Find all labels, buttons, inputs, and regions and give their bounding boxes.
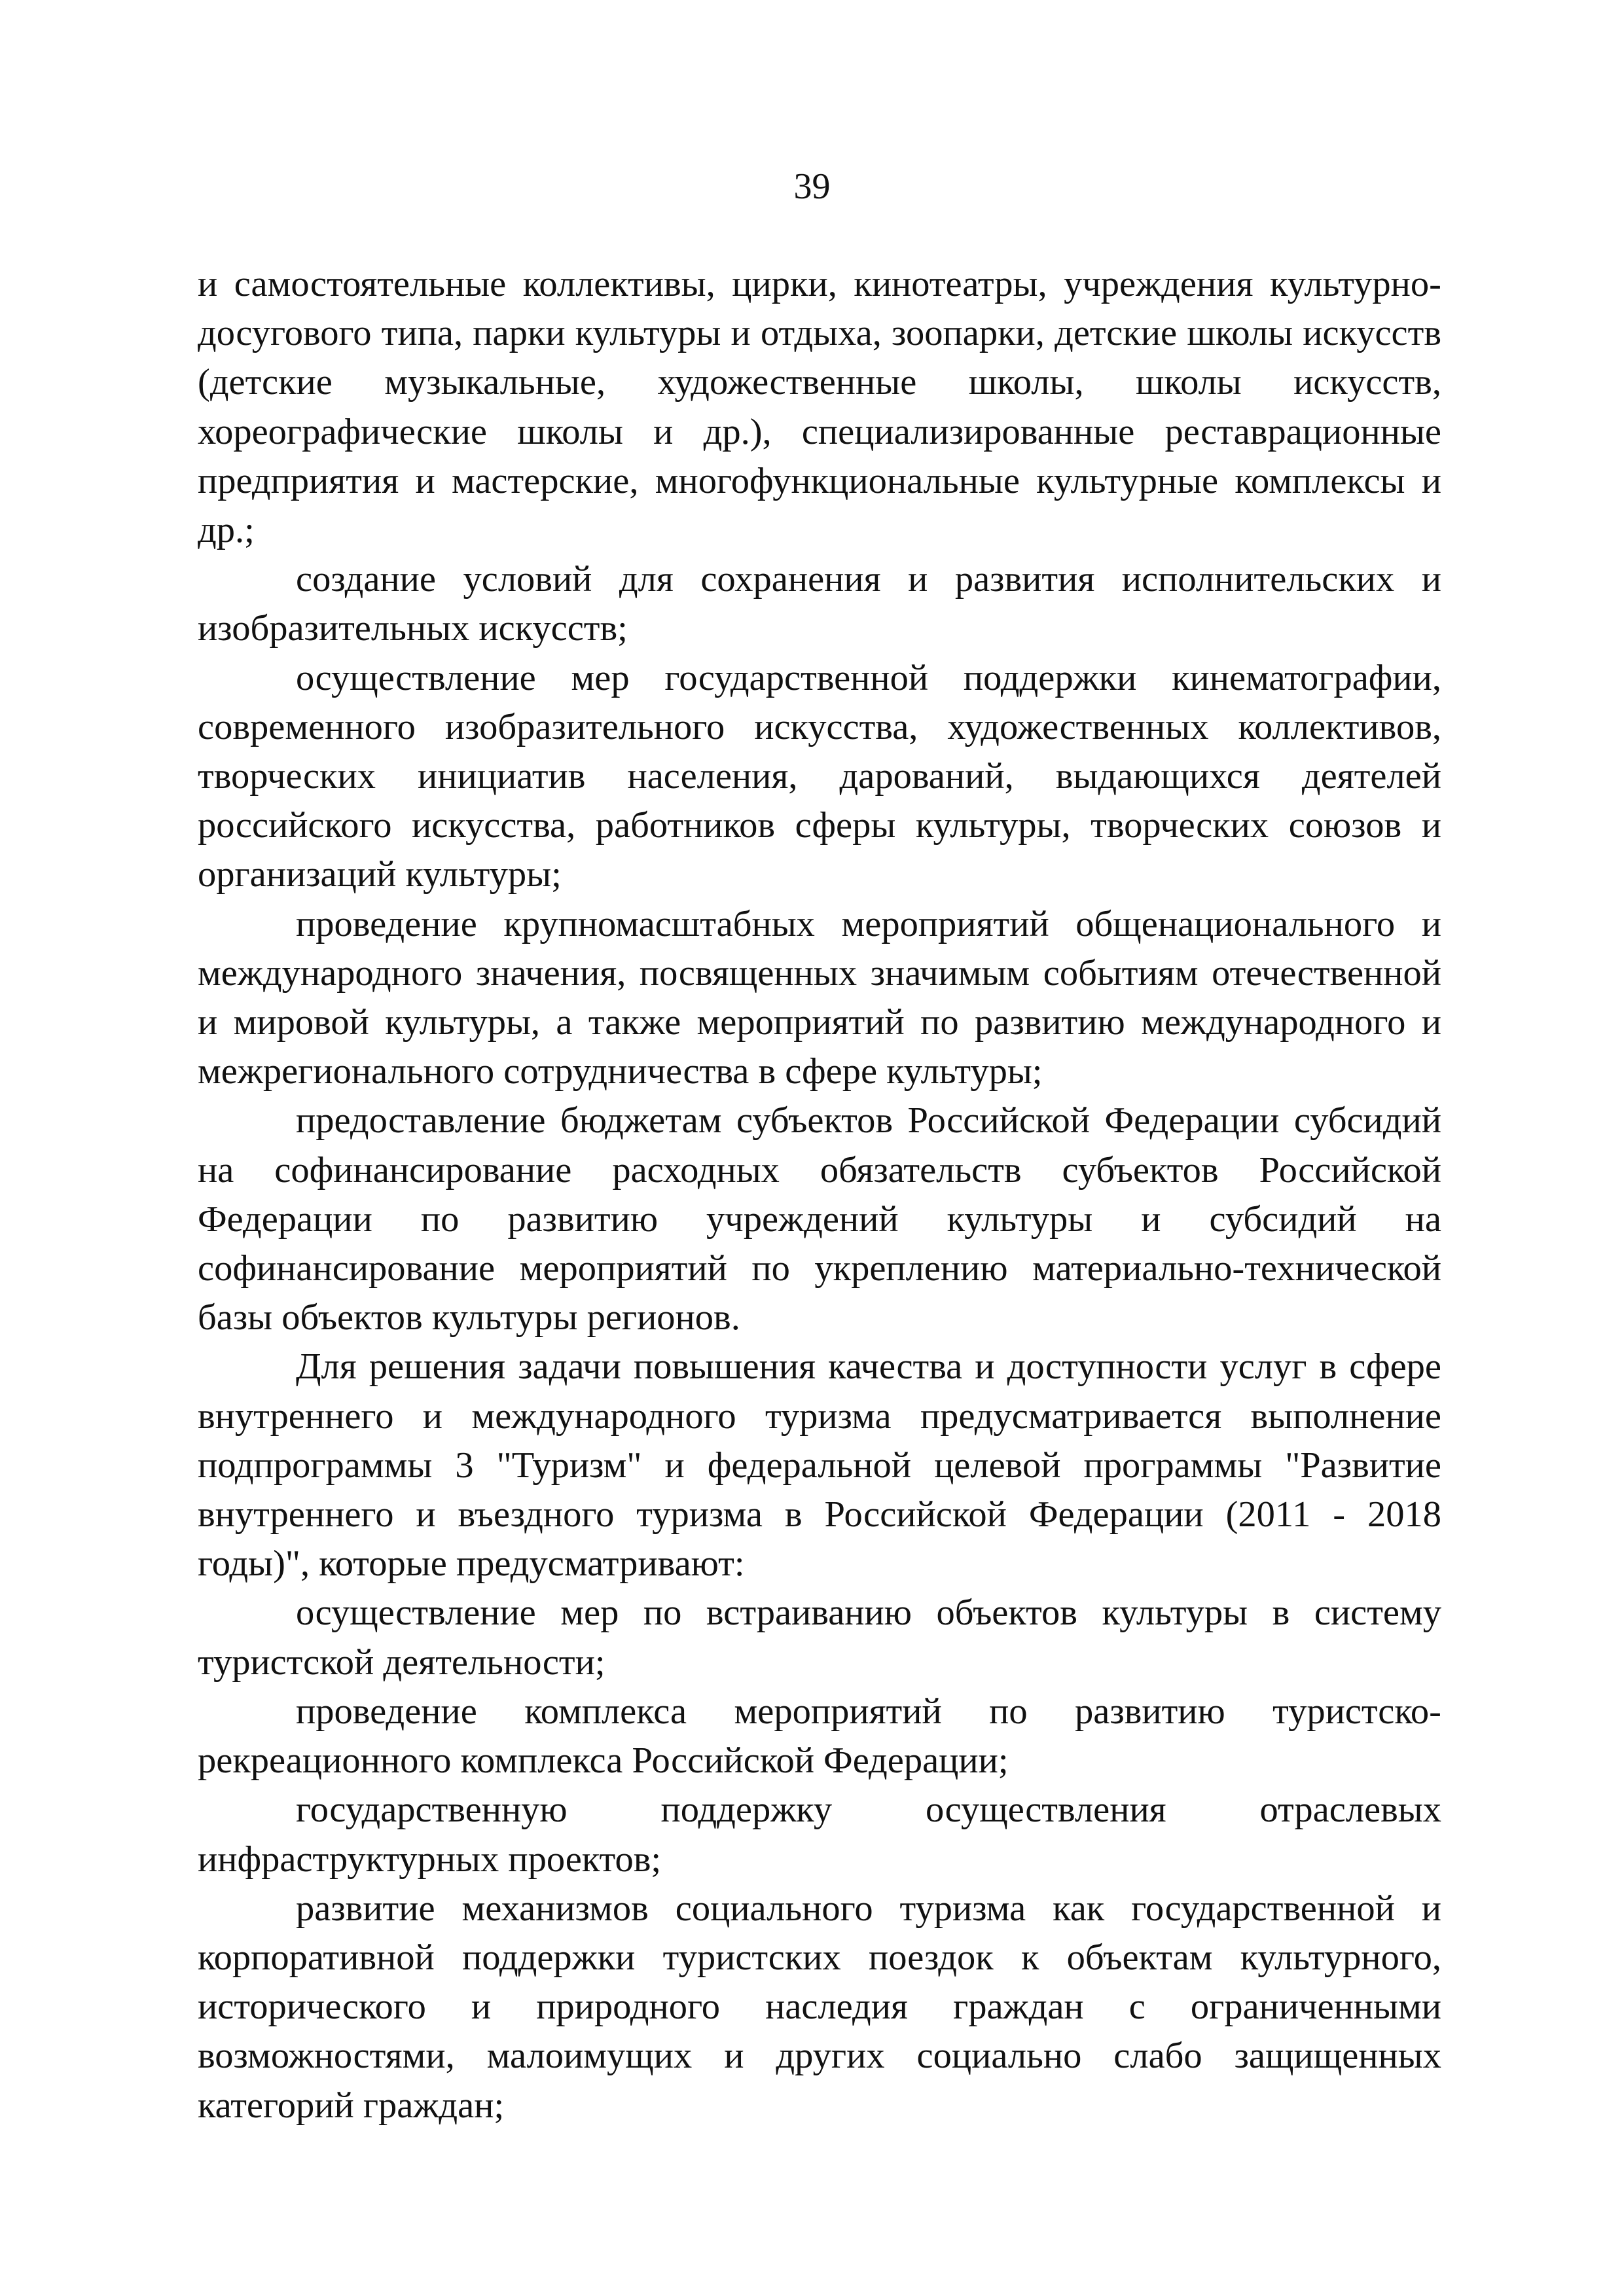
body-text [198,260,1441,2130]
paragraph-large-events: проведение крупномасштабных мероприятий общенационального и международного значения, посвященных значимым событиям отечественной и мировой культуры, а также мероприятий по развитию международного и межрегионального сотрудничества в сфере культуры; [198,903,1441,1092]
page-number: 39 [793,166,831,207]
paragraph-institutions-list: и самостоятельные коллективы, цирки, кинотеатры, учреждения культурно-досугового типа, парки культуры и отдыха, зоопарки, детские школы искусств (детские музыкальные, художественные школы, школы искусств, хореографические школы и др.), специализированные реставрационные предприятия и мастерские, многофункциональные культурные комплексы и др.; [198,264,1441,551]
paragraph-recreation-complex: проведение комплекса мероприятий по развитию туристско-рекреационного комплекса Российской Федерации; [198,1691,1441,1782]
paragraph-culture-tourism: осуществление мер по встраиванию объектов культуры в систему туристской деятельности; [198,1592,1441,1683]
paragraph-tourism-task: Для решения задачи повышения качества и доступности услуг в сфере внутреннего и международного туризма предусматривается выполнение подпрограммы 3 "Туризм" и федеральной целевой программы "Развитие внутреннего и въездного туризма в Российской Федерации (2011 - 2018 годы)", которые предусматривают: [198,1346,1441,1585]
paragraph-subsidies: предоставление бюджетам субъектов Российской Федерации субсидий на софинансирование расходных обязательств субъектов Российской Федерации по развитию учреждений культуры и субсидий на софинансирование мероприятий по укреплению материально-технической базы объектов культуры регионов. [198,1100,1441,1338]
paragraph-infrastructure: государственную поддержку осуществления отраслевых инфраструктурных проектов; [198,1789,1441,1880]
paragraph-state-support: осуществление мер государственной поддержки кинематографии, современного изобразительного искусства, художественных коллективов, творческих инициатив населения, дарований, выдающихся деятелей российского искусства, работников сферы культуры, творческих союзов и организаций культуры; [198,657,1441,895]
paragraph-social-tourism: развитие механизмов социального туризма как государственной и корпоративной поддержки туристских поездок к объектам культурного, исторического и природного наследия граждан с ограниченными возможностями, малоимущих и других социально слабо защищенных категорий граждан; [198,1888,1441,2126]
paragraph-performing-arts: создание условий для сохранения и развития исполнительских и изобразительных искусств; [198,559,1441,649]
